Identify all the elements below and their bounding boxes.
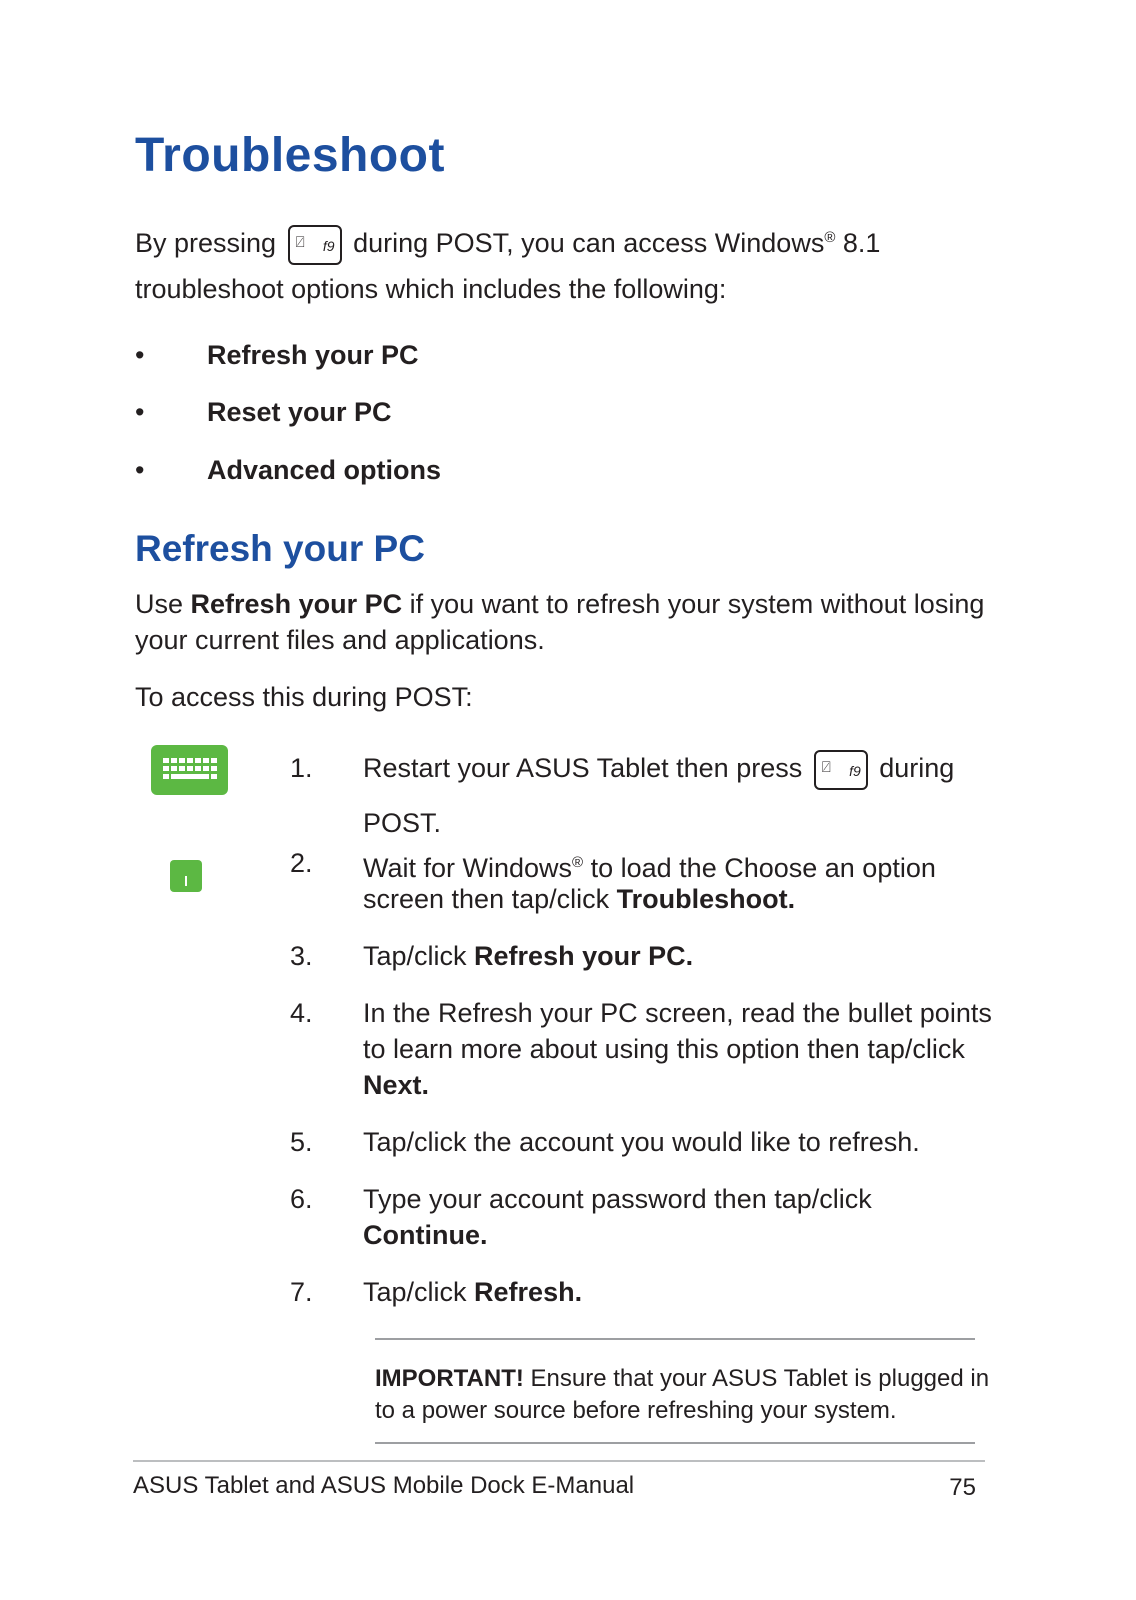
keyboard-icon (151, 745, 228, 795)
step-7-text-a: Tap/click (363, 1277, 475, 1307)
step-number: 2. (290, 848, 313, 878)
step-text (363, 750, 954, 790)
page-number: 75 (949, 1474, 976, 1501)
registered-mark: ® (572, 854, 584, 871)
f9-key-glyph: ⍁ (821, 759, 831, 776)
important-line-2: to a power source before refreshing your system. (375, 1397, 897, 1424)
bullet-dot: • (135, 455, 145, 485)
registered-mark: ® (824, 229, 836, 246)
footer-title: ASUS Tablet and ASUS Mobile Dock E-Manual (133, 1472, 635, 1499)
step-number: 6. (290, 1184, 313, 1214)
intro-line-1 (135, 220, 880, 265)
step-2-text-b: to load the Choose an option (583, 853, 936, 883)
step-4-line-2: to learn more about using this option then tap/click (363, 1034, 965, 1064)
intro-text-3: 8.1 (835, 228, 881, 258)
step-4-line-3: Next. (363, 1070, 430, 1100)
important-top-rule (375, 1338, 975, 1340)
step-text (363, 845, 936, 886)
access-label: To access this during POST: (135, 682, 473, 712)
section-title: Refresh your PC (135, 528, 425, 569)
step-text (363, 938, 693, 974)
step-5-text: Tap/click the account you would like to refresh. (363, 1127, 920, 1157)
section-intro-rest: if you want to refresh your system without losing (402, 589, 985, 619)
f9-key-icon (814, 750, 868, 790)
section-intro-line-2: your current files and applications. (135, 625, 545, 655)
bullet-dot: • (135, 397, 145, 427)
footer-rule (133, 1460, 985, 1462)
step-3-text-a: Tap/click (363, 941, 475, 971)
important-text-1: Ensure that your ASUS Tablet is plugged in (523, 1365, 990, 1392)
step-2-line-2-text: screen then tap/click (363, 884, 617, 914)
important-line-1 (375, 1363, 989, 1395)
tablet-touch-icon (170, 860, 202, 892)
section-intro-line-1 (135, 586, 984, 622)
bullet-dot: • (135, 340, 145, 370)
step-number: 5. (290, 1127, 313, 1157)
step-6-line-1: Type your account password then tap/click (363, 1184, 872, 1214)
step-1-text-a: Restart your ASUS Tablet then press (363, 753, 803, 784)
f9-key-label: f9 (849, 763, 861, 779)
f9-key-glyph: ⍁ (295, 233, 305, 251)
page-title: Troubleshoot (135, 129, 445, 182)
f9-key-label: f9 (322, 237, 335, 254)
step-2-line-2 (363, 881, 795, 917)
step-1-line-2: POST. (363, 808, 442, 838)
important-note (375, 1363, 989, 1427)
step-4-line-1: In the Refresh your PC screen, read the bullet points (363, 998, 992, 1028)
important-label: IMPORTANT! (375, 1365, 524, 1392)
intro-text-1: By pressing (135, 228, 277, 258)
f9-key-icon (288, 225, 342, 265)
intro-line-2: troubleshoot options which includes the following: (135, 274, 727, 304)
step-number: 1. (290, 753, 313, 783)
section-intro-use: Use (135, 589, 191, 619)
step-7-text-bold: Refresh. (474, 1277, 583, 1307)
step-text (363, 1274, 582, 1310)
bullet-label: Reset your PC (207, 397, 392, 427)
intro-text-2: during POST, you can access Windows (353, 228, 825, 258)
step-6-line-2: Continue. (363, 1220, 488, 1250)
step-number: 3. (290, 941, 313, 971)
step-number: 7. (290, 1277, 313, 1307)
step-number: 4. (290, 998, 313, 1028)
step-2-text-a: Wait for Windows (363, 853, 573, 883)
step-2-line-2-bold: Troubleshoot. (616, 884, 796, 914)
bullet-label: Refresh your PC (207, 340, 419, 370)
step-1-text-b: during (879, 753, 955, 784)
section-intro-bold: Refresh your PC (190, 589, 403, 619)
bullet-label: Advanced options (207, 455, 442, 485)
step-3-text-bold: Refresh your PC. (474, 941, 694, 971)
important-bottom-rule (375, 1442, 975, 1444)
